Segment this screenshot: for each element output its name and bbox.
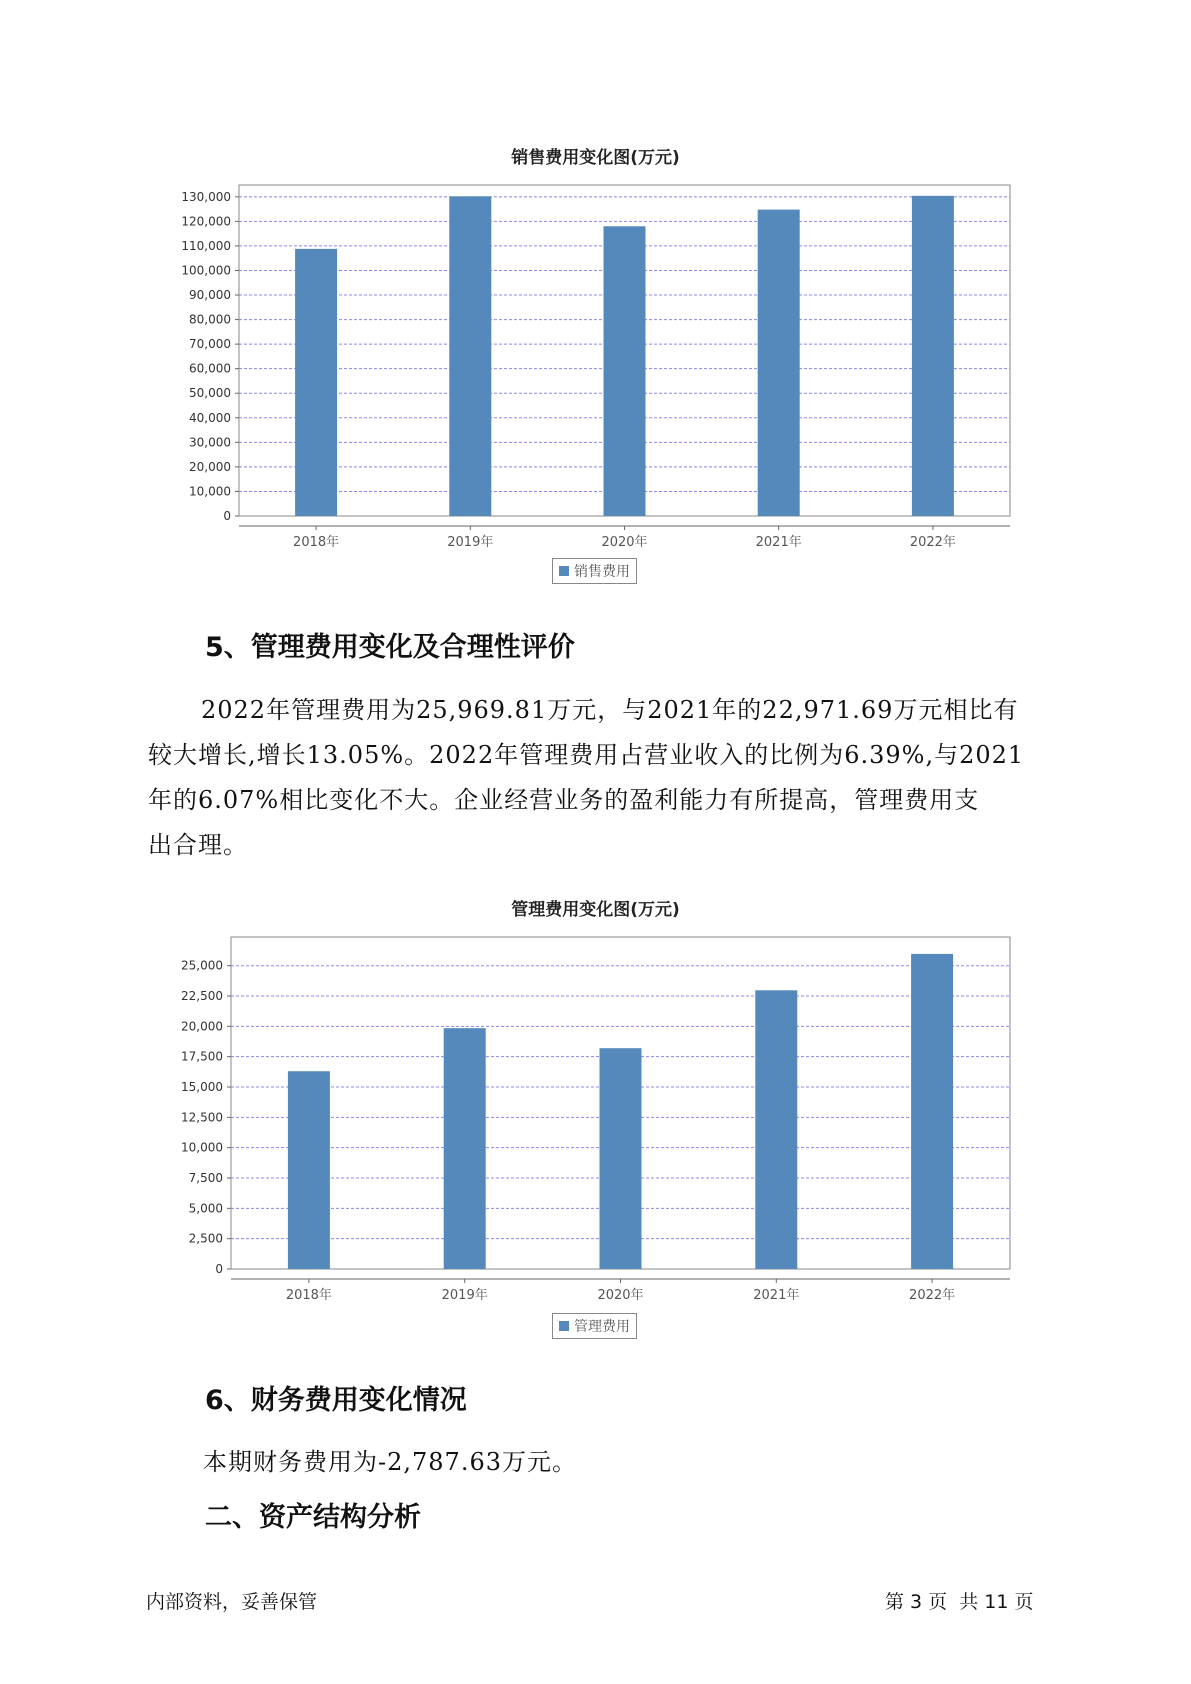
section-5-heading: 5、管理费用变化及合理性评价 — [205, 632, 575, 663]
y-tick-label: 20,000 — [189, 459, 231, 474]
bar-2022年 — [911, 954, 953, 1269]
x-tick-label: 2019年 — [441, 1288, 488, 1303]
y-tick-label: 15,000 — [181, 1080, 223, 1095]
y-tick-label: 120,000 — [181, 214, 231, 229]
y-tick-label: 20,000 — [181, 1019, 223, 1034]
section-6-paragraph: 本期财务费用为-2,787.63万元。 — [203, 1448, 577, 1476]
para-line-3: 年的6.07%相比变化不大。企业经营业务的盈利能力有所提高，管理费用支 — [148, 786, 980, 814]
bar-2021年 — [755, 990, 797, 1269]
x-tick-label: 2018年 — [285, 1288, 332, 1303]
bar-2020年 — [600, 1048, 642, 1269]
footer-page-number: 第 3 页 共 11 页 — [885, 1591, 1034, 1613]
y-tick-label: 100,000 — [181, 263, 231, 278]
sales-expense-chart-title: 销售费用变化图(万元) — [511, 148, 680, 168]
y-tick-label: 130,000 — [181, 189, 231, 204]
y-tick-label: 17,500 — [181, 1049, 223, 1064]
admin-expense-chart-title: 管理费用变化图(万元) — [511, 900, 680, 920]
legend-label: 销售费用 — [574, 564, 630, 580]
legend-label: 管理费用 — [574, 1319, 630, 1335]
section-6-heading: 6、财务费用变化情况 — [205, 1385, 467, 1416]
legend-swatch — [559, 1321, 569, 1331]
y-tick-label: 2,500 — [188, 1231, 223, 1246]
y-tick-label: 10,000 — [181, 1140, 223, 1155]
bar-2019年 — [444, 1028, 486, 1269]
y-tick-label: 60,000 — [189, 361, 231, 376]
x-tick-label: 2021年 — [755, 535, 802, 550]
x-tick-label: 2022年 — [909, 535, 956, 550]
footer-confidential-note: 内部资料，妥善保管 — [146, 1591, 318, 1613]
y-tick-label: 90,000 — [189, 288, 231, 303]
x-tick-label: 2020年 — [597, 1288, 644, 1303]
section-2-heading: 二、资产结构分析 — [205, 1502, 421, 1533]
y-tick-label: 7,500 — [188, 1171, 223, 1186]
y-tick-label: 22,500 — [181, 989, 223, 1004]
y-tick-label: 70,000 — [189, 337, 231, 352]
x-tick-label: 2019年 — [447, 535, 494, 550]
bar-2018年 — [288, 1071, 330, 1269]
para-line-2: 较大增长,增长13.05%。2022年管理费用占营业收入的比例为6.39%,与2021 — [148, 741, 1025, 769]
y-tick-label: 50,000 — [189, 386, 231, 401]
y-tick-label: 40,000 — [189, 410, 231, 425]
y-tick-label: 110,000 — [181, 238, 231, 253]
y-tick-label: 0 — [223, 509, 231, 523]
x-tick-label: 2022年 — [909, 1288, 956, 1303]
x-tick-label: 2018年 — [293, 535, 340, 550]
x-tick-label: 2020年 — [601, 535, 648, 550]
y-tick-label: 30,000 — [189, 435, 231, 450]
y-tick-label: 25,000 — [181, 958, 223, 973]
para-line-1-text: 2022年管理费用为25,969.81万元，与2021年的22,971.69万元相比有 — [201, 696, 1019, 724]
y-tick-label: 12,500 — [181, 1110, 223, 1125]
y-tick-label: 0 — [215, 1262, 223, 1276]
y-tick-label: 10,000 — [189, 484, 231, 499]
para-line-4: 出合理。 — [148, 831, 248, 859]
y-tick-label: 80,000 — [189, 312, 231, 327]
x-tick-label: 2021年 — [753, 1288, 800, 1303]
y-tick-label: 5,000 — [188, 1201, 223, 1216]
admin-expense-legend — [552, 1313, 637, 1339]
